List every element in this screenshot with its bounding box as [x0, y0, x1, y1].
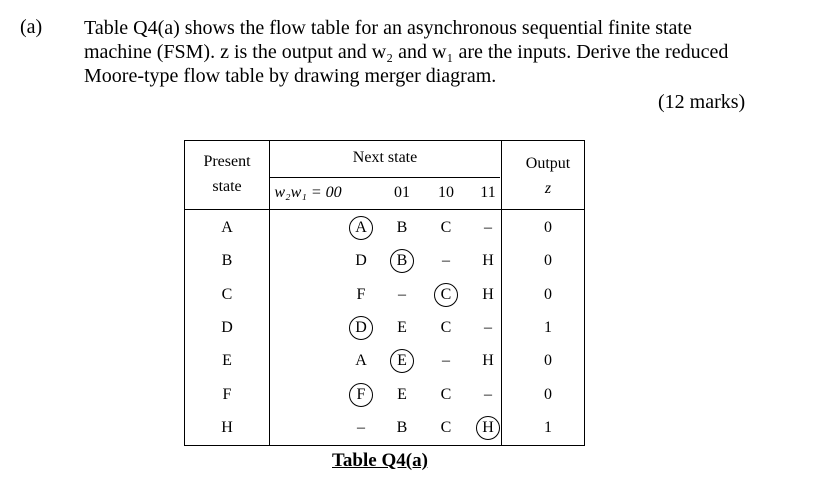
next-state-cell: – — [357, 418, 365, 436]
output-cell: 0 — [544, 219, 552, 236]
present-state: E — [222, 352, 232, 370]
next-state-cell: – — [442, 252, 450, 270]
next-state-cell: – — [484, 219, 492, 236]
question-text — [84, 16, 774, 88]
present-state: A — [221, 219, 233, 236]
header-column: 01 — [394, 184, 410, 201]
present-state: C — [221, 285, 233, 303]
next-state-cell: E — [397, 318, 407, 336]
next-state-cell: – — [484, 385, 492, 403]
header-state: state — [212, 178, 242, 195]
header-output: Output — [525, 155, 571, 172]
stable-state-cell: F — [349, 383, 373, 407]
output-cell: 0 — [544, 385, 552, 403]
header-next-state: Next state — [352, 149, 418, 166]
next-state-cell: B — [396, 418, 408, 436]
header-input-label: w₂w₁ = 00 — [274, 184, 342, 201]
stable-state-cell: C — [434, 283, 458, 307]
header-output-var: z — [544, 180, 552, 197]
next-state-cell: H — [482, 285, 494, 303]
next-state-cell: C — [440, 219, 452, 236]
flow-table — [184, 140, 585, 446]
next-state-cell: B — [396, 219, 408, 236]
stable-state-cell: A — [349, 216, 373, 240]
question-label: (a) — [20, 16, 43, 38]
present-state: F — [222, 385, 232, 403]
stable-state-cell: E — [390, 349, 414, 373]
next-state-cell: – — [398, 285, 406, 303]
table-divider — [269, 141, 270, 445]
marks: (12 marks) — [658, 91, 746, 113]
next-state-cell: F — [356, 285, 366, 303]
header-column: 11 — [480, 184, 496, 201]
stable-state-cell: H — [476, 416, 500, 440]
question-line: Table Q4(a) shows the flow table for an asynchronous sequential finite state — [84, 17, 692, 39]
output-cell: 1 — [544, 418, 552, 436]
stable-state-cell: D — [349, 316, 373, 340]
question-line: machine (FSM). z is the output and w₂ and w₁ are the inputs. Derive the reduced — [84, 41, 729, 63]
stable-state-cell: B — [390, 249, 414, 273]
next-state-cell: A — [355, 352, 367, 370]
table-divider — [269, 177, 500, 178]
table-divider — [501, 141, 502, 445]
output-cell: 0 — [544, 285, 552, 303]
next-state-cell: C — [440, 385, 452, 403]
next-state-cell: – — [484, 318, 492, 336]
next-state-cell: E — [397, 385, 407, 403]
next-state-cell: H — [482, 252, 494, 270]
table-caption: Table Q4(a) — [332, 450, 428, 471]
output-cell: 0 — [544, 352, 552, 370]
question-line: Moore-type flow table by drawing merger diagram. — [84, 65, 497, 87]
next-state-cell: D — [355, 252, 367, 270]
present-state: B — [221, 252, 233, 270]
next-state-cell: H — [482, 352, 494, 370]
output-cell: 1 — [544, 318, 552, 336]
next-state-cell: C — [440, 418, 452, 436]
table-divider — [185, 209, 584, 210]
present-state: D — [221, 318, 233, 336]
header-column: 10 — [438, 184, 454, 201]
present-state: H — [221, 418, 233, 436]
output-cell: 0 — [544, 252, 552, 270]
next-state-cell: C — [440, 318, 452, 336]
next-state-cell: – — [442, 352, 450, 370]
header-present: Present — [203, 153, 251, 170]
